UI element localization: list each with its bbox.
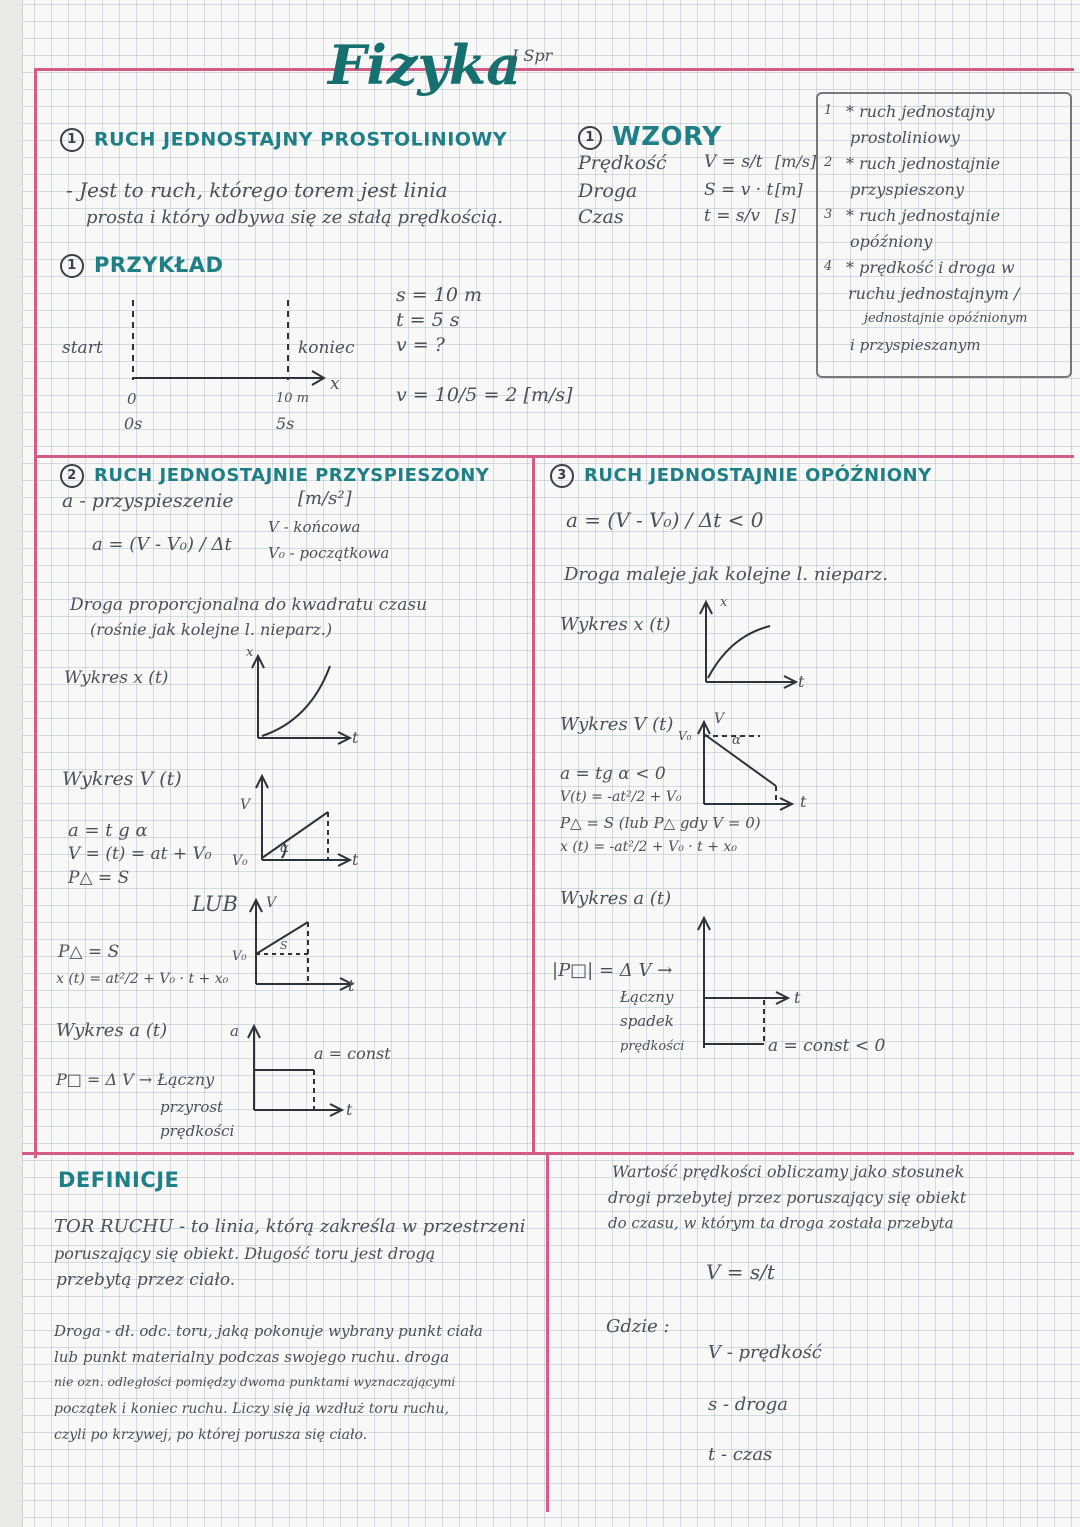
velocity-time-formula: V(t) = -at²/2 + V₀ [560,789,682,805]
position-time-formula: x (t) = -at²/2 + V₀ · t + x₀ [560,839,737,855]
topic-line: opóźniony [850,232,933,251]
axis-label: t [800,792,807,811]
topic-number: 3 [824,207,833,222]
time-five: 5s [276,414,295,433]
definitions-heading: DEFINICJE [58,1168,180,1192]
topic-line: * ruch jednostajny [846,102,995,121]
topic-line: i przyspieszanym [850,336,981,354]
distance-note: (rośnie jak kolejne l. nieparz.) [90,620,333,639]
legend-distance: s - droga [708,1394,788,1415]
axis-label: t [352,850,359,869]
velocity-definition: do czasu, w którym ta droga została przebyta [608,1214,954,1232]
formula-name: Prędkość [578,152,667,174]
constant-label: a = const < 0 [768,1036,886,1056]
given-distance: s = 10 m [396,284,482,306]
graph-xt-title: Wykres x (t) [560,614,671,635]
area-delta-v: prędkości [620,1039,685,1054]
definition-droga: początek i koniec ruchu. Liczy się ją wzdłuż toru ruchu, [54,1401,450,1417]
axis-label: V₀ [232,949,247,964]
axis-label: x [246,645,254,660]
distance-note: Droga maleje jak kolejne l. nieparz. [564,564,888,585]
topic-line: ruchu jednostajnym / [848,284,1020,303]
axis-label: V₀ [678,729,692,743]
axis-label: V [240,797,251,813]
tangent-formula: a = t g α [68,820,148,841]
start-label: start [62,338,103,358]
velocity-definition: drogi przebytej przez poruszający się obiekt [608,1188,967,1207]
area-delta-v: |P□| = Δ V → [552,960,673,981]
definition-droga: Droga - dł. odc. toru, jaką pokonuje wybrany punkt ciała [54,1322,483,1340]
section-ruch-jednostajny-heading: 1 RUCH JEDNOSTAJNY PROSTOLINIOWY [60,128,507,152]
position-zero: 0 [127,390,137,408]
section-number: 2 [60,464,84,488]
formula-expression: S = v · t [704,180,774,200]
time-zero: 0s [124,414,143,433]
section-number: 1 [60,254,84,278]
constant-label: a = const [314,1044,391,1063]
definition-line: prosta i który odbywa się ze stałą prędkością. [86,207,504,228]
axis-x-label: x [330,374,340,394]
velocity-formula: V = s/t [706,1260,775,1284]
axis-label: t [348,976,355,995]
deceleration-formula: a = (V - V₀) / Δt < 0 [566,508,764,532]
graph-at-title: Wykres a (t) [56,1020,168,1041]
velocity-initial-label: V₀ - początkowa [268,544,390,562]
axis-label: t [352,728,359,747]
graph-vt-title: Wykres V (t) [560,714,674,735]
section-number: 1 [60,128,84,152]
area-delta-v: Łączny [620,988,674,1006]
given-time: t = 5 s [396,309,460,331]
definition-droga: lub punkt materialny podczas swojego ruchu. droga [54,1348,450,1366]
definition-line: - Jest to ruch, którego torem jest linia [66,178,448,202]
acceleration-definition: a - przyspieszenie [62,490,234,512]
section-number: 1 [578,126,602,150]
axis-label: t [346,1100,353,1119]
axis-label: V [714,711,725,727]
formula-expression: t = s/v [704,206,760,226]
topic-line: * ruch jednostajnie [846,154,1001,173]
definition-tor: przebytą przez ciało. [56,1270,236,1290]
formula-unit: [m] [775,180,803,199]
angle-label: α [732,733,741,748]
area-label: S [280,939,288,952]
section-przyspieszony-heading: 2 RUCH JEDNOSTAJNIE PRZYSPIESZONY [60,464,489,488]
area-delta-v: P□ = Δ V → Łączny [56,1070,215,1089]
angle-label: α [280,841,289,856]
wzory-heading: 1 WZORY [578,124,722,150]
axis-label: V₀ [232,853,248,869]
section-opozniony-heading: 3 RUCH JEDNOSTAJNIE OPÓŹNIONY [550,464,932,488]
axis-label: a [230,1022,239,1040]
section-number: 3 [550,464,574,488]
axis-label: x [720,595,728,610]
end-label: koniec [298,338,355,358]
formula-expression: V = s/t [704,152,763,172]
distance-note: Droga proporcjonalna do kwadratu czasu [70,595,428,615]
topic-number: 2 [824,155,833,170]
topic-line: * prędkość i droga w [846,258,1015,277]
acceleration-formula: a = (V - V₀) / Δt [92,534,232,555]
topic-line: przyspieszony [850,180,965,199]
definition-tor: TOR RUCHU - to linia, którą zakreśla w przestrzeni [54,1216,526,1237]
formula-unit: [s] [775,206,796,225]
area-formula: P△ = S [58,942,120,962]
area-delta-v: przyrost [160,1098,224,1116]
graph-at-title: Wykres a (t) [560,888,672,909]
area-formula: P△ = S [68,868,130,888]
lub-label: LUB [192,892,238,916]
graph-vt-title: Wykres V (t) [62,768,182,790]
topic-line: jednostajnie opóźnionym [864,311,1028,326]
definition-droga: nie ozn. odległości pomiędzy dwoma punktami wyznaczającymi [54,1374,456,1389]
topic-line: prostoliniowy [850,128,960,147]
graph-xt-title: Wykres x (t) [64,668,169,688]
topic-line: * ruch jednostajnie [846,206,1001,225]
topic-number: 4 [824,259,833,274]
example-heading: 1 PRZYKŁAD [60,254,223,278]
page-title: Fizyka [328,33,522,97]
area-delta-v: spadek [620,1012,674,1030]
definition-droga: czyli po krzywej, po której porusza się ciało. [54,1427,368,1443]
example-result: v = 10/5 = 2 [m/s] [396,384,573,406]
legend-velocity: V - prędkość [708,1342,822,1363]
tangent-formula: a = tg α < 0 [560,764,666,784]
position-ten: 10 m [276,391,310,406]
axis-label: t [794,988,801,1007]
acceleration-unit: [m/s²] [298,488,352,509]
topic-number: 1 [824,103,833,118]
given-velocity: v = ? [396,334,445,356]
definition-tor: poruszający się obiekt. Długość toru jest drogą [54,1244,436,1263]
formula-name: Droga [578,180,638,202]
formula-name: Czas [578,206,624,228]
area-delta-v: prędkości [160,1122,235,1140]
axis-label: t [798,672,805,691]
area-formula: P△ = S (lub P△ gdy V = 0) [560,814,761,832]
legend-time: t - czas [708,1444,773,1465]
position-time-formula: x (t) = at²/2 + V₀ · t + x₀ [56,971,229,987]
axis-label: V [266,895,277,911]
velocity-definition: Wartość prędkości obliczamy jako stosunek [612,1162,965,1181]
gdzie-label: Gdzie : [606,1316,670,1337]
header-tag: I Spr [512,46,553,65]
velocity-time-formula: V = (t) = at + V₀ [68,844,212,864]
velocity-final-label: V - końcowa [268,518,361,536]
formula-unit: [m/s] [775,152,817,171]
